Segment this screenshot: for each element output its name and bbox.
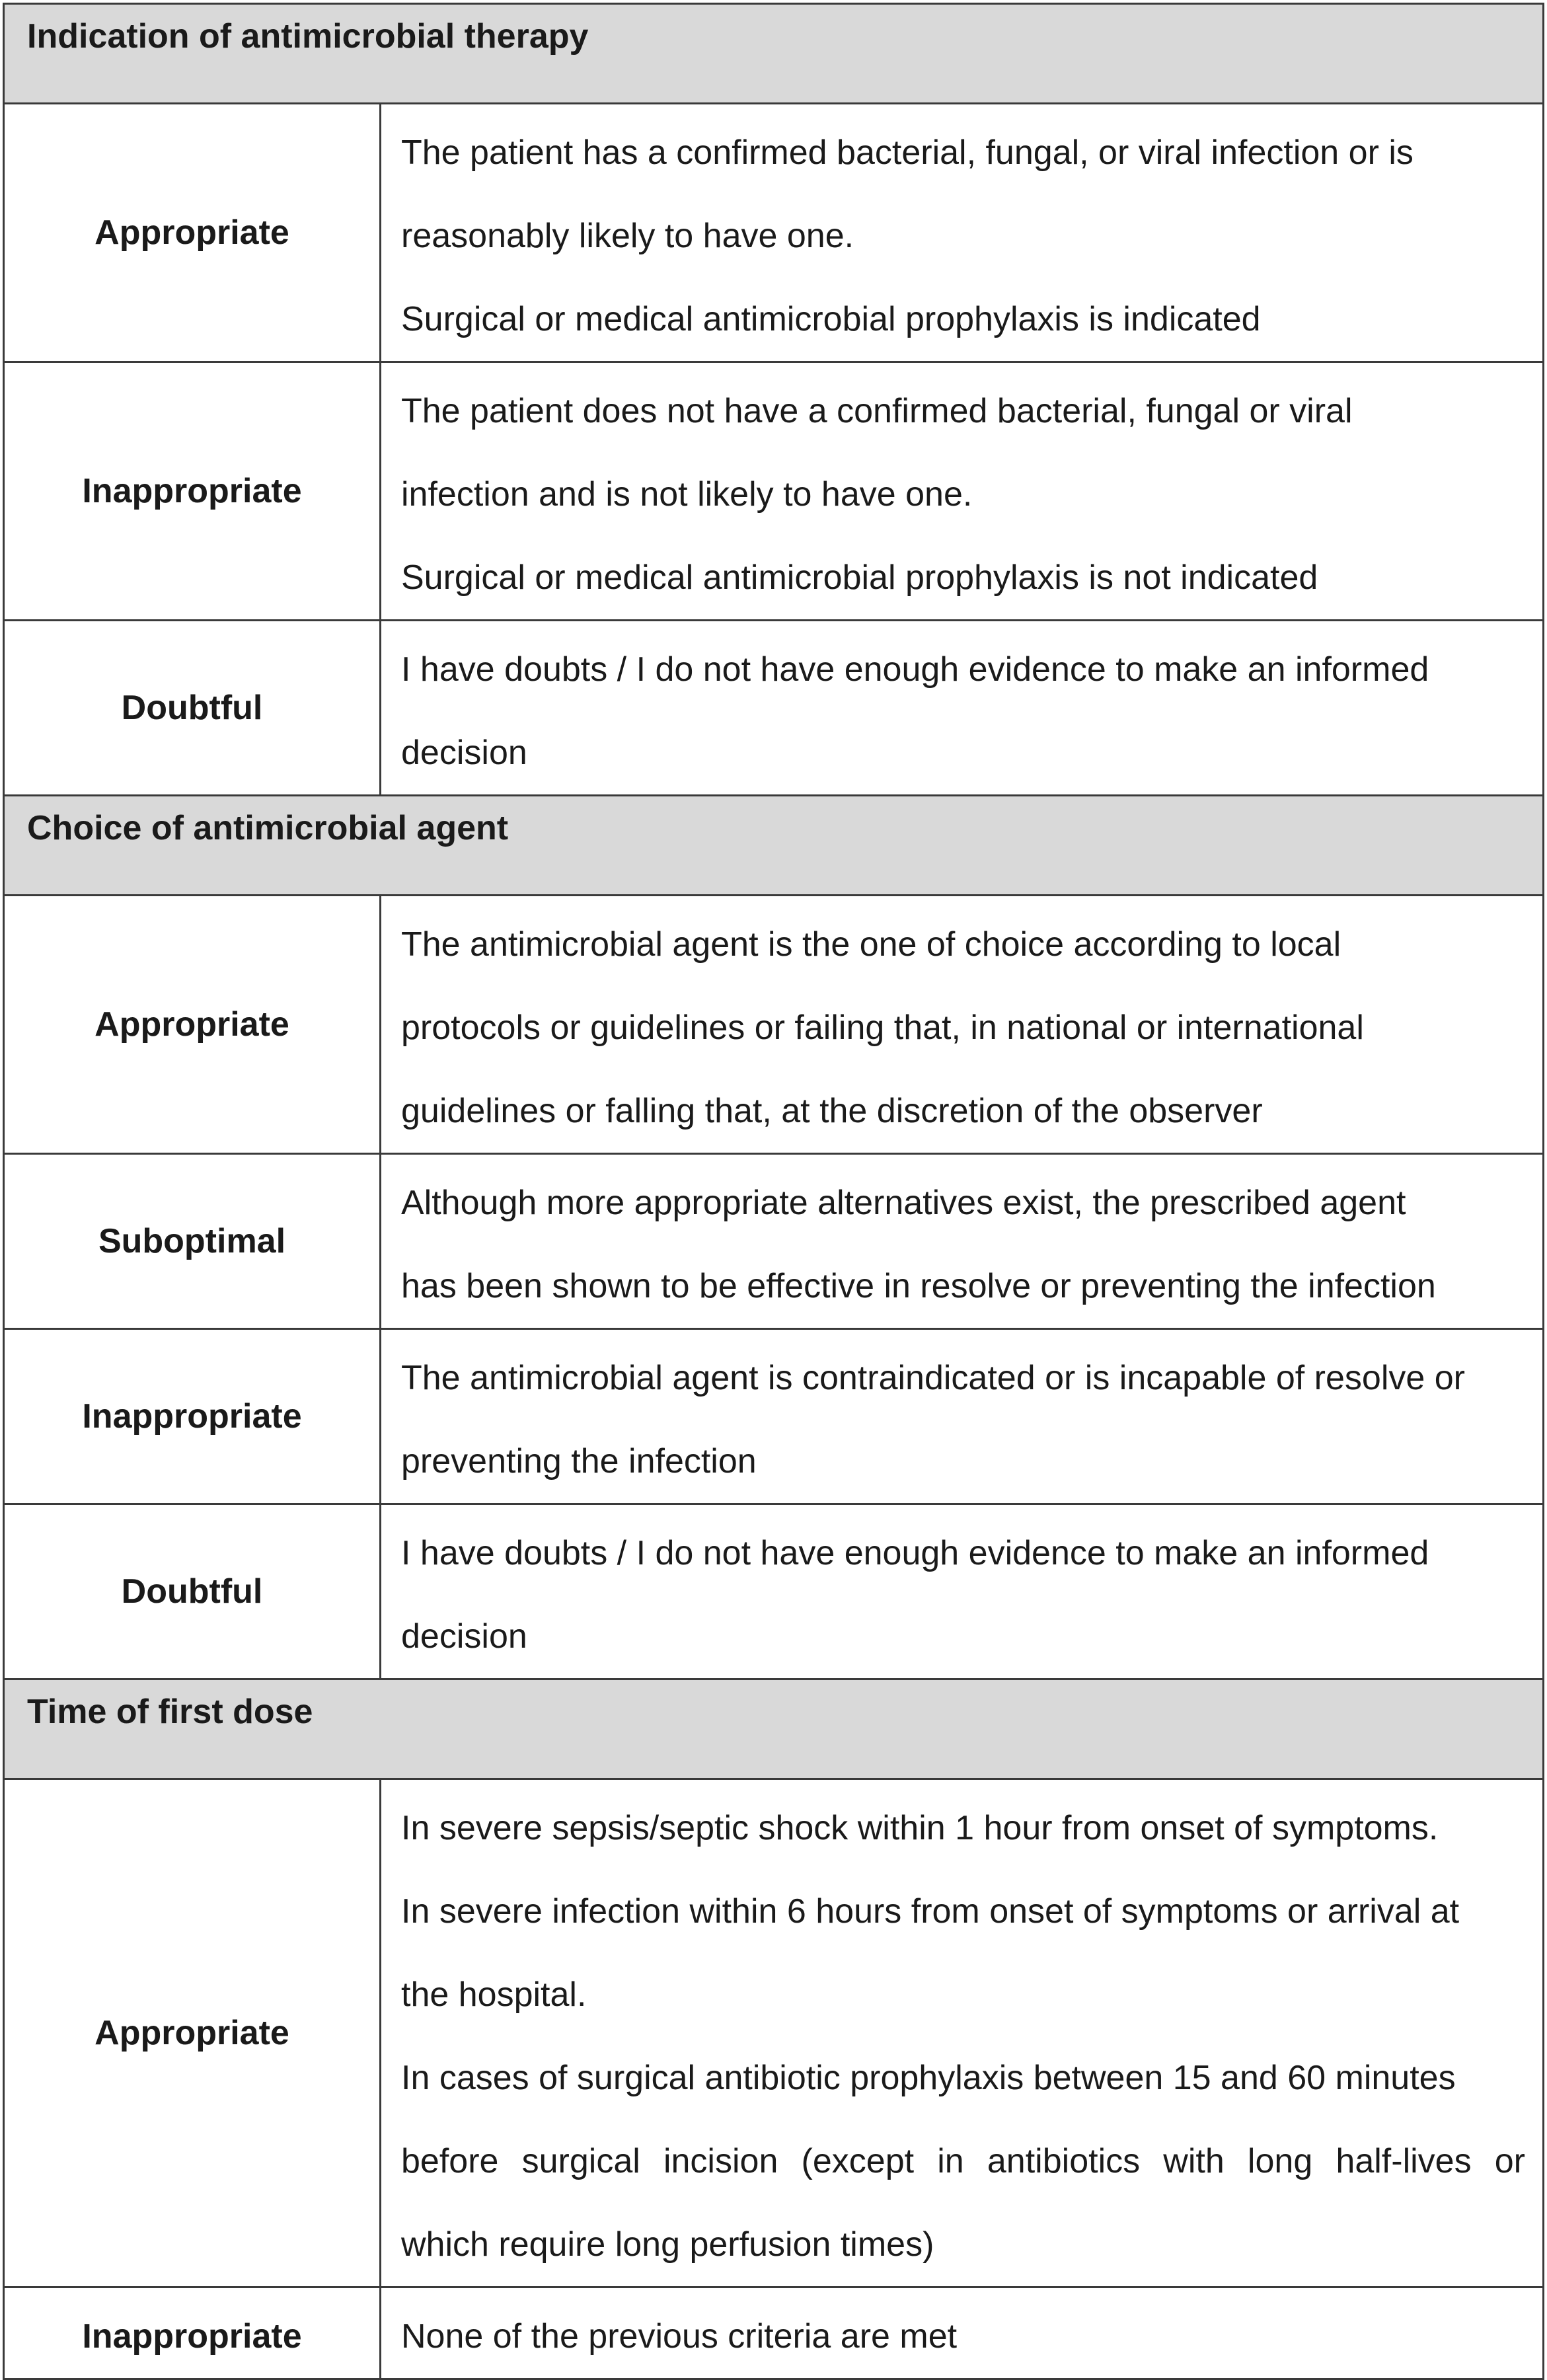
table-row	[4, 362, 1544, 621]
description-line: None of the previous criteria are met	[401, 2317, 958, 2356]
row-label: Doubtful	[4, 621, 381, 796]
section-header	[4, 4, 1544, 104]
description-line: before surgical incision (except in antibiotics with long half-lives or	[401, 2142, 1525, 2180]
row-label: Inappropriate	[4, 2287, 381, 2379]
table-row	[4, 2287, 1544, 2379]
table-row	[4, 104, 1544, 362]
description-line: which require long perfusion times)	[401, 2225, 934, 2264]
description-line: infection and is not likely to have one.	[401, 475, 973, 514]
row-description	[381, 104, 1544, 362]
description-line: decision	[401, 1617, 527, 1656]
section-title: Time of first dose	[27, 1693, 313, 1731]
row-label: Inappropriate	[4, 362, 381, 621]
row-label: Appropriate	[4, 104, 381, 362]
table-row	[4, 1779, 1544, 2287]
row-description	[381, 1154, 1544, 1329]
row-label: Appropriate	[4, 896, 381, 1154]
description-line: The antimicrobial agent is the one of choice according to local	[401, 925, 1341, 964]
table-row	[4, 896, 1544, 1154]
row-description	[381, 362, 1544, 621]
row-label: Doubtful	[4, 1504, 381, 1679]
table-row	[4, 1154, 1544, 1329]
table-row	[4, 621, 1544, 796]
description-line: In severe infection within 6 hours from onset of symptoms or arrival at	[401, 1892, 1460, 1931]
description-line: Surgical or medical antimicrobial prophylaxis is not indicated	[401, 558, 1318, 597]
criteria-table	[3, 3, 1544, 2380]
row-description	[381, 896, 1544, 1154]
section-title: Choice of antimicrobial agent	[27, 809, 509, 847]
row-description	[381, 1504, 1544, 1679]
description-line: Surgical or medical antimicrobial prophylaxis is indicated	[401, 300, 1261, 338]
description-line: Although more appropriate alternatives exist, the prescribed agent	[401, 1184, 1406, 1222]
row-description	[381, 1779, 1544, 2287]
description-line: decision	[401, 734, 527, 772]
description-line: In severe sepsis/septic shock within 1 hour from onset of symptoms.	[401, 1809, 1439, 1847]
description-line: reasonably likely to have one.	[401, 217, 854, 255]
row-label: Suboptimal	[4, 1154, 381, 1329]
description-line: I have doubts / I do not have enough evidence to make an informed	[401, 1534, 1429, 1572]
description-line: The patient does not have a confirmed bacterial, fungal or viral	[401, 392, 1353, 430]
row-description	[381, 2287, 1544, 2379]
section-header	[4, 1679, 1544, 1779]
description-line: guidelines or falling that, at the discretion of the observer	[401, 1092, 1263, 1130]
description-line: The antimicrobial agent is contraindicated or is incapable of resolve or	[401, 1359, 1465, 1397]
description-line: has been shown to be effective in resolve or preventing the infection	[401, 1267, 1436, 1305]
row-description	[381, 1329, 1544, 1504]
description-line: protocols or guidelines or failing that, in national or international	[401, 1009, 1364, 1047]
table-row	[4, 1329, 1544, 1504]
description-line: preventing the infection	[401, 1442, 757, 1480]
description-line: the hospital.	[401, 1976, 587, 2014]
description-line: In cases of surgical antibiotic prophylaxis between 15 and 60 minutes	[401, 2059, 1456, 2097]
row-description	[381, 621, 1544, 796]
section-title: Indication of antimicrobial therapy	[27, 17, 589, 56]
description-line: The patient has a confirmed bacterial, fungal, or viral infection or is	[401, 134, 1414, 172]
row-label: Appropriate	[4, 1779, 381, 2287]
table-row	[4, 1504, 1544, 1679]
section-header	[4, 796, 1544, 896]
description-line: I have doubts / I do not have enough evidence to make an informed	[401, 650, 1429, 689]
row-label: Inappropriate	[4, 1329, 381, 1504]
